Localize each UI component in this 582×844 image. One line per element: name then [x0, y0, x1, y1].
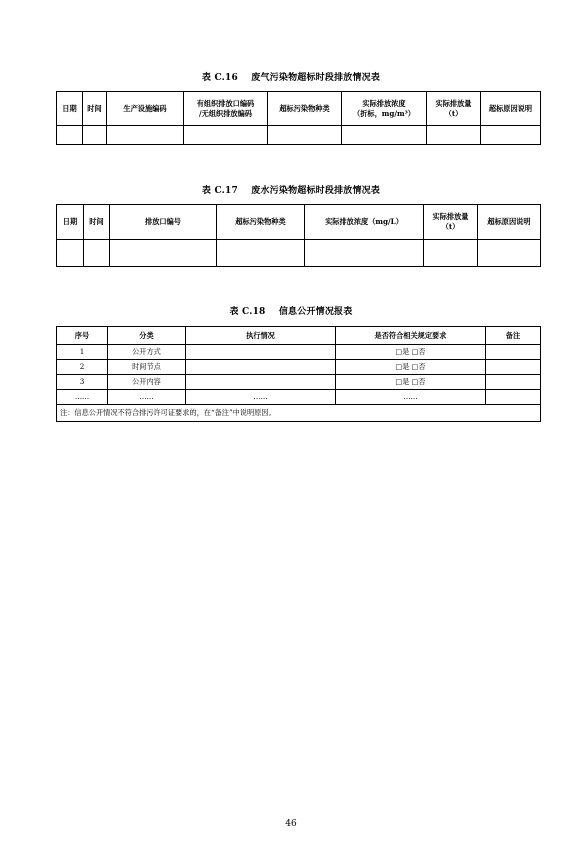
header-cell: 是否符合相关规定要求 — [336, 327, 486, 345]
table-c16-caption — [0, 70, 582, 83]
header-cell: 实际排放量 （t） — [424, 205, 478, 240]
empty-cell[interactable] — [184, 126, 268, 145]
row-category: …… — [108, 390, 186, 405]
table-row — [57, 375, 541, 390]
empty-cell[interactable] — [83, 126, 107, 145]
header-cell: 超标污染物种类 — [268, 92, 342, 126]
table-note: 注：信息公开情况不符合排污许可证要求的，在“备注”中说明原因。 — [57, 405, 541, 422]
empty-cell[interactable] — [107, 126, 184, 145]
header-cell: 时间 — [84, 205, 110, 240]
empty-cell[interactable] — [110, 240, 217, 267]
row-compliance-checkboxes: …… — [336, 390, 486, 405]
row-category: 公开内容 — [108, 375, 186, 390]
table-row — [57, 360, 541, 375]
row-status[interactable] — [186, 360, 336, 375]
row-status[interactable] — [186, 375, 336, 390]
row-category: 时间节点 — [108, 360, 186, 375]
row-remark[interactable] — [486, 345, 541, 360]
table-c18-number: 表 C.18 — [229, 307, 266, 317]
row-status: …… — [186, 390, 336, 405]
table-row — [57, 345, 541, 360]
empty-cell[interactable] — [478, 240, 541, 267]
empty-cell[interactable] — [84, 240, 110, 267]
header-cell: 实际排放量 （t） — [427, 92, 481, 126]
row-status[interactable] — [186, 345, 336, 360]
empty-cell[interactable] — [217, 240, 305, 267]
table-c16 — [56, 91, 541, 145]
empty-cell[interactable] — [424, 240, 478, 267]
header-cell: 超标原因说明 — [481, 92, 541, 126]
header-cell: 分类 — [108, 327, 186, 345]
empty-cell[interactable] — [268, 126, 342, 145]
table-c17-number: 表 C.17 — [201, 186, 238, 196]
empty-cell[interactable] — [57, 126, 83, 145]
empty-cell[interactable] — [342, 126, 427, 145]
header-cell: 执行情况 — [186, 327, 336, 345]
header-cell: 超标污染物种类 — [217, 205, 305, 240]
header-cell: 生产设施编码 — [107, 92, 184, 126]
header-cell: 超标原因说明 — [478, 205, 541, 240]
header-cell: 排放口编号 — [110, 205, 217, 240]
table-row — [57, 240, 541, 267]
table-c16-number: 表 C.16 — [201, 73, 238, 83]
row-number: 1 — [57, 345, 108, 360]
row-number: 3 — [57, 375, 108, 390]
header-cell: 序号 — [57, 327, 108, 345]
row-number: 2 — [57, 360, 108, 375]
table-c18 — [56, 326, 541, 422]
table-row — [57, 126, 541, 145]
row-category: 公开方式 — [108, 345, 186, 360]
row-number: …… — [57, 390, 108, 405]
table-c17-title: 废水污染物超标时段排放情况表 — [251, 186, 381, 196]
row-compliance-checkboxes[interactable]: □是 □否 — [336, 360, 486, 375]
row-remark[interactable] — [486, 375, 541, 390]
header-cell: 实际排放浓度 （折标，mg/m³） — [342, 92, 427, 126]
page-number: 46 — [285, 819, 297, 829]
empty-cell[interactable] — [57, 240, 84, 267]
header-cell: 时间 — [83, 92, 107, 126]
row-compliance-checkboxes[interactable]: □是 □否 — [336, 345, 486, 360]
empty-cell[interactable] — [305, 240, 424, 267]
table-c16-title: 废气污染物超标时段排放情况表 — [251, 73, 381, 83]
header-cell: 有组织排放口编码 /无组织排放编码 — [184, 92, 268, 126]
empty-cell[interactable] — [481, 126, 541, 145]
table-c17-caption — [0, 183, 582, 196]
empty-cell[interactable] — [427, 126, 481, 145]
header-cell: 备注 — [486, 327, 541, 345]
row-remark[interactable] — [486, 360, 541, 375]
table-c17 — [56, 204, 541, 267]
table-row — [57, 390, 541, 405]
header-cell: 日期 — [57, 205, 84, 240]
row-compliance-checkboxes[interactable]: □是 □否 — [336, 375, 486, 390]
table-c18-caption — [0, 304, 582, 317]
header-cell: 日期 — [57, 92, 83, 126]
header-cell: 实际排放浓度（mg/L） — [305, 205, 424, 240]
table-c18-title: 信息公开情况报表 — [278, 307, 353, 317]
row-remark[interactable] — [486, 390, 541, 405]
